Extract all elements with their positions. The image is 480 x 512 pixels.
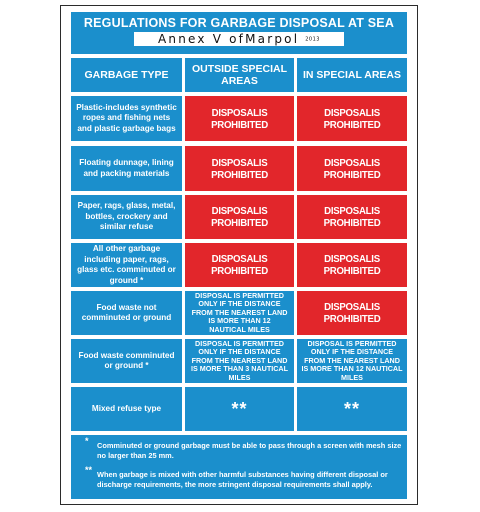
- status-text: DISPOSALIS PROHIBITED: [323, 205, 381, 229]
- status-text: DISPOSALIS PROHIBITED: [211, 205, 268, 229]
- cell-inside-floating-dunnage: [297, 146, 407, 191]
- status-text: DISPOSALIS PROHIBITED: [323, 156, 381, 181]
- cell-inside-paper-rags: [297, 195, 407, 239]
- row-label-plastic: Plastic-includes synthetic ropes and fishing nets and plastic garbage bags: [71, 96, 182, 141]
- status-text: DISPOSALIS PROHIBITED: [323, 106, 381, 131]
- cell-inside-plastic: [297, 96, 407, 141]
- row-label-food-waste-not-comminuted: Food waste not comminuted or ground: [71, 291, 182, 335]
- sign-subtitle: Annex V ofMarpol: [158, 32, 300, 46]
- status-text: DISPOSALIS PROHIBITED: [211, 106, 268, 131]
- cell-outside-food-waste-not-comminuted: DISPOSAL IS PERMITTED ONLY IF THE DISTANCE FROM THE NEAREST LAND IS MORE THAN 12 NAUTICAL MILES: [185, 291, 294, 335]
- header-garbage-type: GARBAGE TYPE: [71, 58, 182, 92]
- sign-title: REGULATIONS FOR GARBAGE DISPOSAL AT SEA: [83, 16, 395, 30]
- status-text: DISPOSALIS PROHIBITED: [323, 301, 381, 325]
- note-mark: **: [85, 465, 93, 475]
- row-label-paper-rags: Paper, rags, glass, metal, bottles, crockery and similar refuse: [71, 195, 182, 239]
- cell-outside-plastic: [185, 96, 294, 141]
- cell-inside-mixed-refuse: **: [297, 387, 407, 431]
- row-label-other-garbage: All other garbage including paper, rags, glass etc. comminuted or ground *: [71, 243, 182, 287]
- note-text: Comminuted or ground garbage must be able to pass through a screen with mesh size no larger than 25 mm.: [97, 441, 402, 460]
- row-label-food-waste-comminuted: Food waste comminuted or ground *: [71, 339, 182, 383]
- cell-inside-food-waste-not-comminuted: [297, 291, 407, 335]
- header-in-special-areas: IN SPECIAL AREAS: [297, 58, 407, 92]
- cell-outside-other-garbage: [185, 243, 294, 287]
- row-label-mixed-refuse: Mixed refuse type: [71, 387, 182, 431]
- cell-outside-mixed-refuse: **: [185, 387, 294, 431]
- cell-inside-other-garbage: [297, 243, 407, 287]
- subtitle-box: [134, 32, 344, 46]
- note-mark: *: [85, 436, 89, 446]
- cell-inside-food-waste-comminuted: DISPOSAL IS PERMITTED ONLY IF THE DISTANCE FROM THE NEAREST LAND IS MORE THAN 12 NAUTICAL MILES: [297, 339, 407, 383]
- sign-subtitle-small: 2013: [305, 36, 320, 43]
- cell-outside-floating-dunnage: [185, 146, 294, 191]
- status-text: DISPOSALIS PROHIBITED: [211, 253, 268, 277]
- row-label-floating-dunnage: Floating dunnage, lining and packing materials: [71, 146, 182, 191]
- cell-outside-paper-rags: [185, 195, 294, 239]
- status-text: DISPOSALIS PROHIBITED: [211, 156, 268, 181]
- title-banner: [71, 12, 407, 54]
- cell-outside-food-waste-comminuted: DISPOSAL IS PERMITTED ONLY IF THE DISTANCE FROM THE NEAREST LAND IS MORE THAN 3 NAUTICAL MILES: [185, 339, 294, 383]
- notes-panel: [71, 435, 407, 499]
- note-text: When garbage is mixed with other harmful substances having different disposal or discharge requirements, the more stringent disposal requirements shall apply.: [97, 470, 388, 489]
- header-outside-special-areas: OUTSIDE SPECIAL AREAS: [185, 58, 294, 92]
- status-text: DISPOSALIS PROHIBITED: [323, 253, 381, 277]
